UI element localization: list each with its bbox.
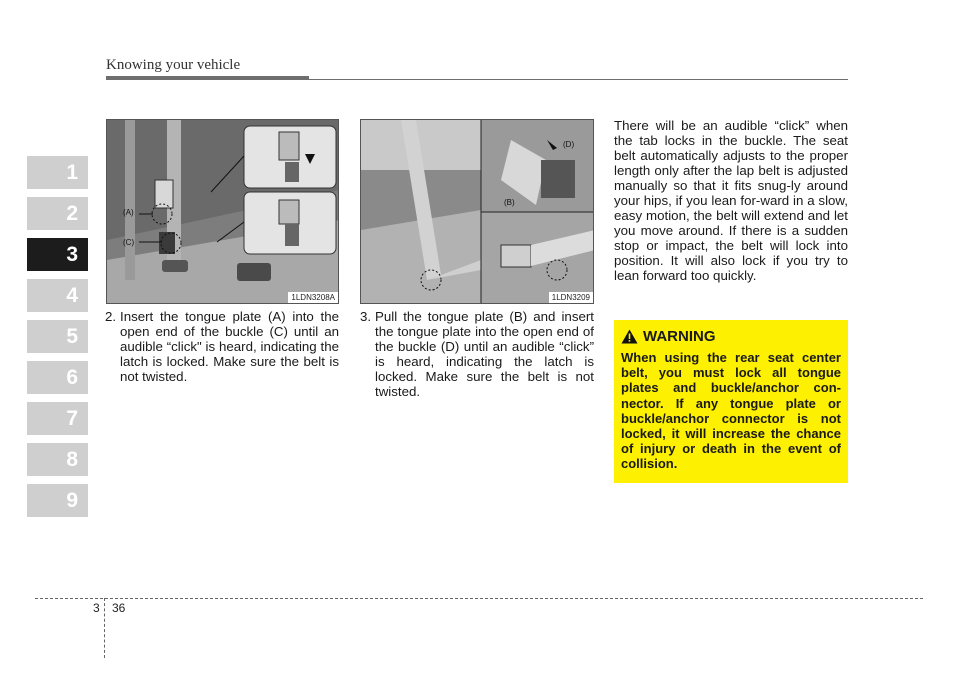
figure-label-d: (D) (563, 140, 575, 149)
chapter-tab-3[interactable]: 3 (27, 238, 88, 271)
warning-box (614, 320, 848, 483)
chapter-tab-9[interactable]: 9 (27, 484, 88, 517)
warning-heading (621, 328, 841, 345)
warning-title: WARNING (643, 328, 716, 345)
warning-triangle-icon (621, 329, 638, 344)
chapter-tab-5[interactable]: 5 (27, 320, 88, 353)
chapter-tab-7[interactable]: 7 (27, 402, 88, 435)
page-number-value: 36 (112, 601, 126, 615)
figure-label-b: (B) (504, 198, 515, 207)
chapter-number: 3 (93, 601, 100, 615)
figure-rear-seat-buckle-2 (360, 119, 594, 304)
step-number: 2. (105, 309, 117, 324)
header-rule-thin (106, 79, 848, 80)
figure-label-a: (A) (123, 208, 134, 217)
figure-code: 1LDN3208A (288, 292, 338, 303)
footer-rule (35, 598, 923, 599)
chapter-tab-8[interactable]: 8 (27, 443, 88, 476)
figure-rear-seat-buckle-1 (106, 119, 339, 304)
seat-belt-illustration-2 (361, 120, 594, 304)
figure-label-c: (C) (123, 238, 135, 247)
step-2 (105, 309, 339, 384)
figure-code: 1LDN3209 (549, 292, 593, 303)
chapter-tabs (27, 156, 88, 525)
step-text: Insert the tongue plate (A) into the open end of the buckle (C) until an audible “click" is heard, indicating the latch is locked. Make sure the belt is not twisted. (120, 309, 339, 384)
warning-text: When using the rear seat center belt, you must lock all tongue plates and buckle/anchor con-nector. If any tongue plate or buckle/anchor connector is not locked, it will increase the chance of injury or death in the event of collision. (621, 350, 841, 472)
chapter-tab-4[interactable]: 4 (27, 279, 88, 312)
chapter-tab-2[interactable]: 2 (27, 197, 88, 230)
step-3 (360, 309, 594, 399)
step-text: Pull the tongue plate (B) and insert the tongue plate into the open end of the buckle (D) until an audible “click” is heard, indicating the latch is locked. Make sure the belt is not twisted. (375, 309, 594, 399)
chapter-tab-1[interactable]: 1 (27, 156, 88, 189)
step-number: 3. (360, 309, 372, 324)
body-paragraph: There will be an audible “click” when the tab locks in the buckle. The seat belt automatically adjusts to the proper length only after the lap belt is adjusted manually so that it fits snug-ly around your hips, if you lean for-ward in a slow, easy motion, the belt will extend and let you move around. If there is a sudden stop or impact, the belt will lock into position. It will also lock if you try to lean forward too quickly. (614, 118, 848, 283)
running-header: Knowing your vehicle (106, 57, 241, 73)
seat-belt-illustration-1 (107, 120, 339, 304)
footer-divider (104, 598, 105, 658)
chapter-tab-6[interactable]: 6 (27, 361, 88, 394)
